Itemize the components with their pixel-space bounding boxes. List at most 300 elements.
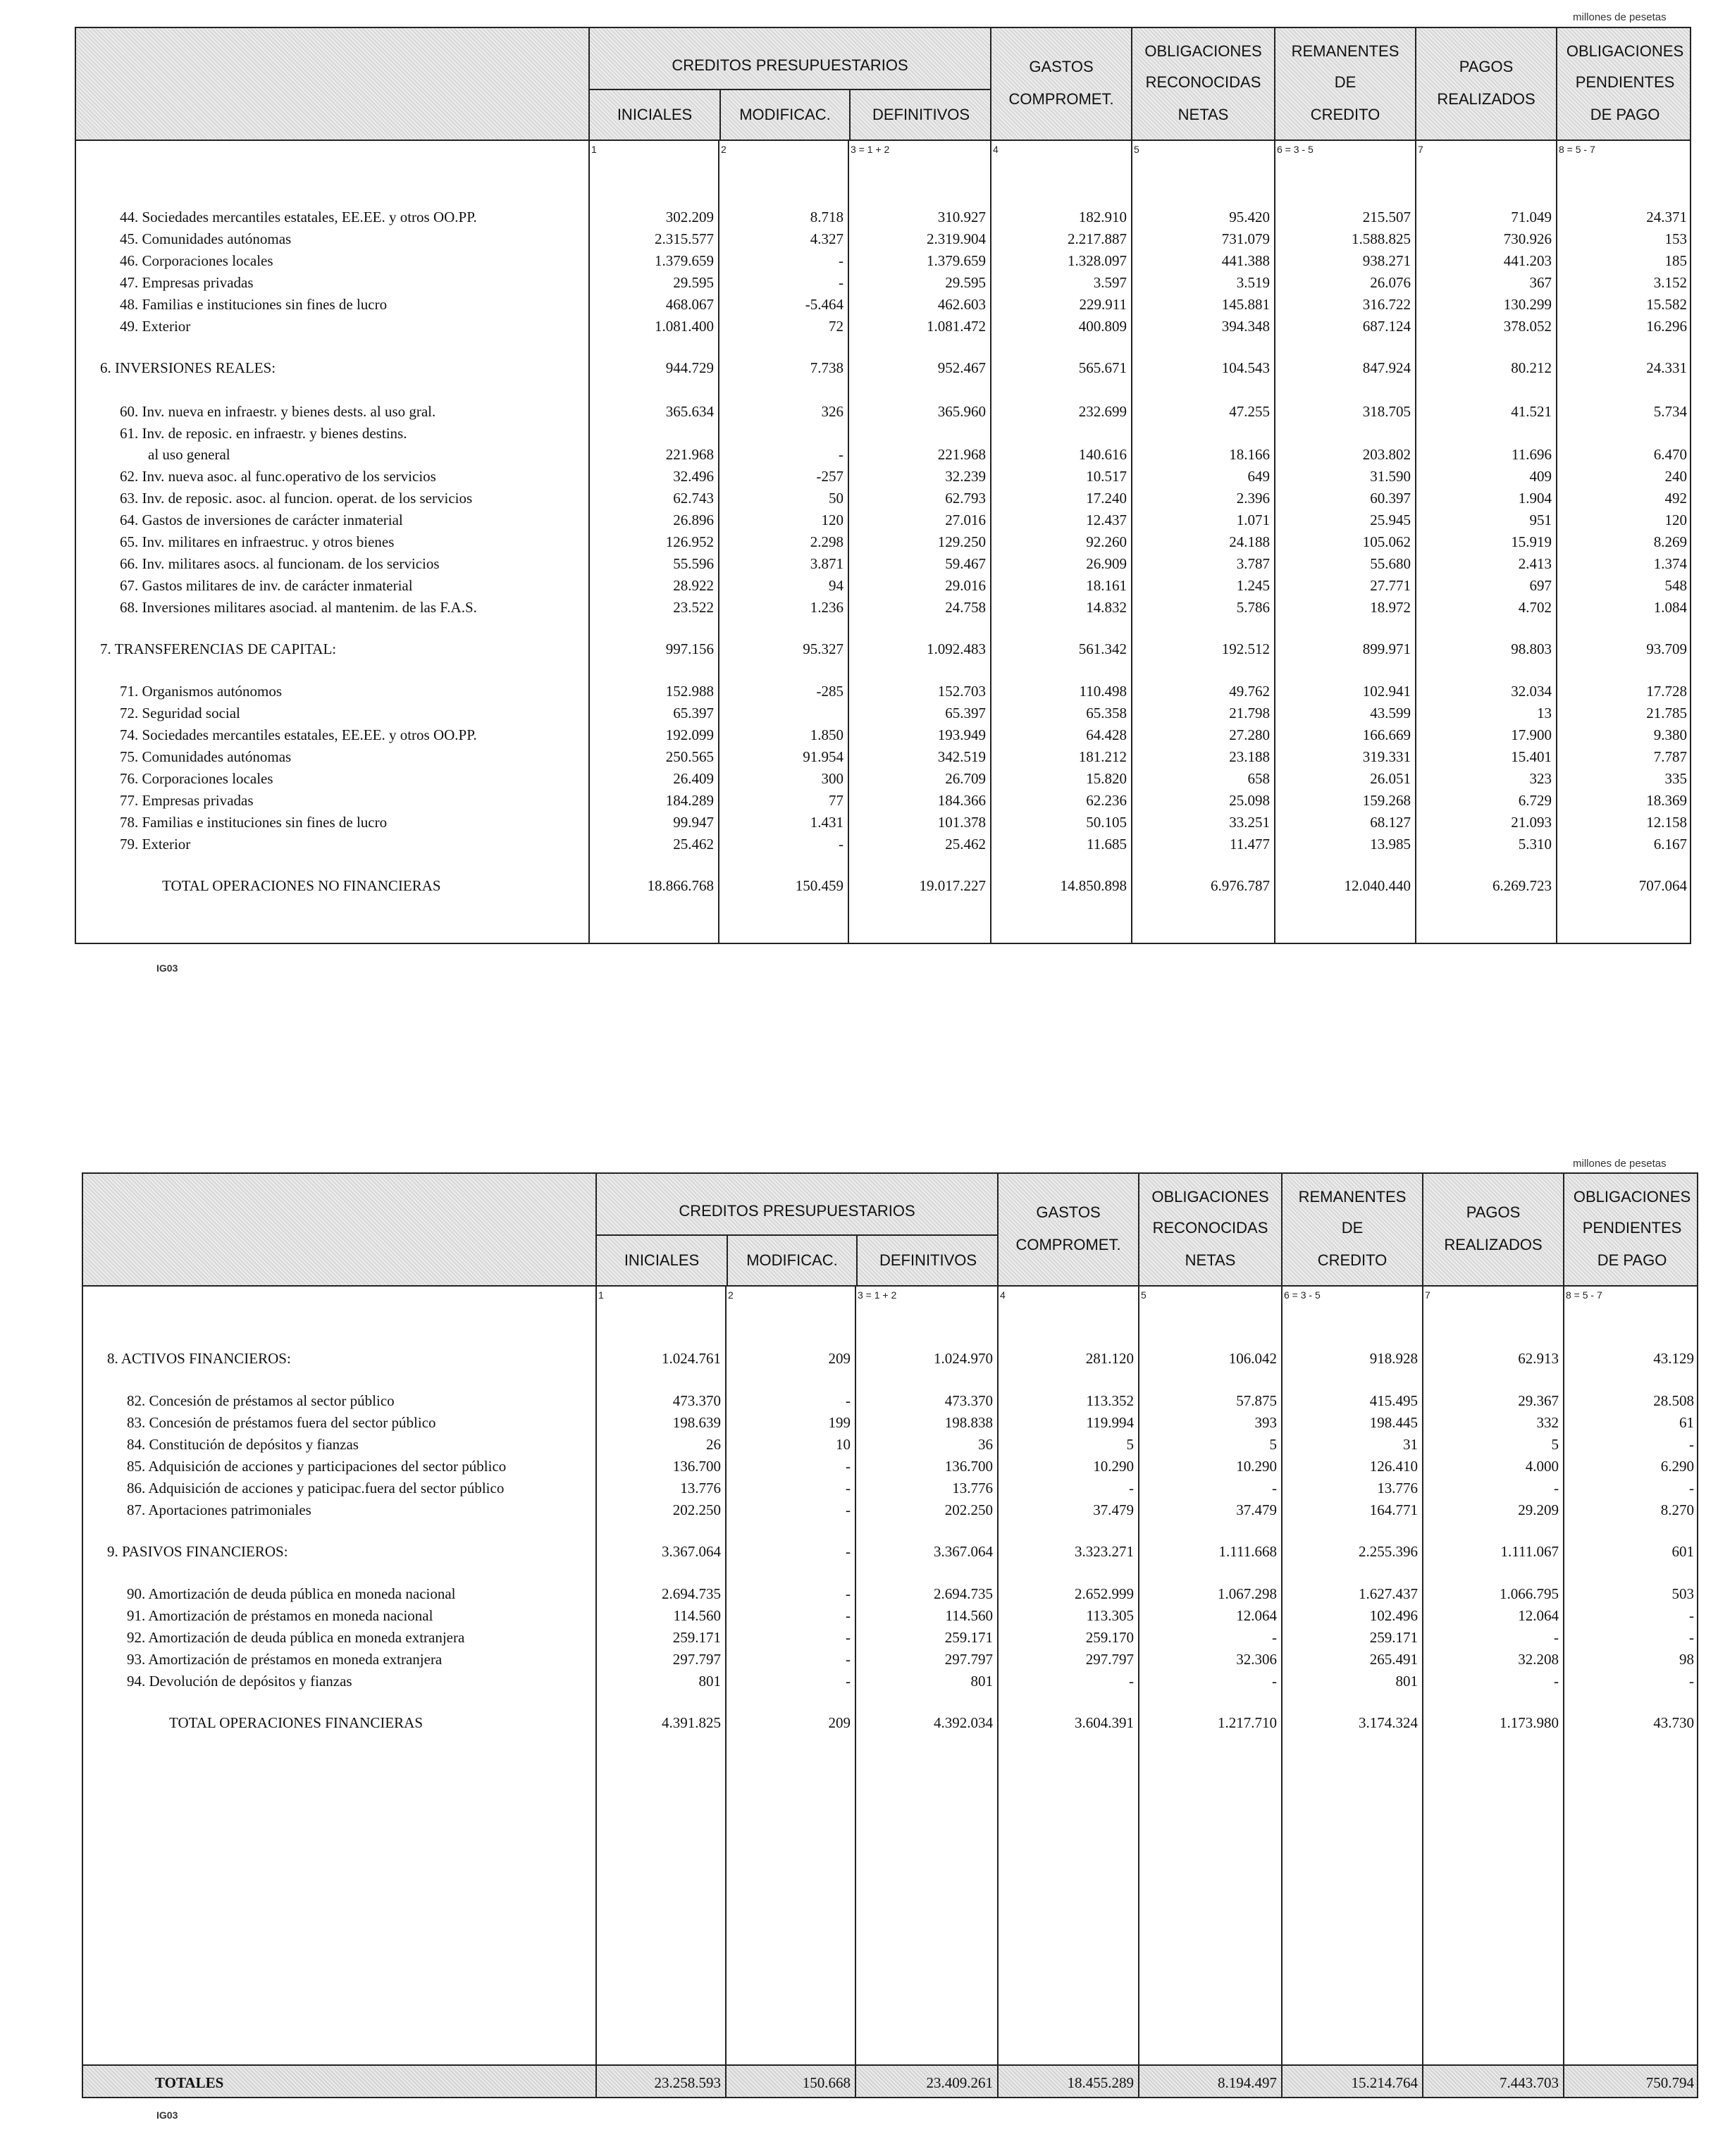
row-label: 76. Corporaciones locales xyxy=(120,770,273,787)
gastos-header-2 xyxy=(997,1174,1138,1285)
row-value: 25.945 xyxy=(1370,512,1411,528)
row-value: 26.409 xyxy=(673,770,714,787)
oblig-label-3: NETAS xyxy=(1178,106,1229,123)
pend-label-2: PENDIENTES xyxy=(1575,73,1675,91)
row-value: 18.161 xyxy=(1086,577,1127,594)
row-value: 6.269.723 xyxy=(1493,877,1552,894)
table-row xyxy=(83,1651,1697,1669)
row-label: 74. Sociedades mercantiles estatales, EE.EE. y otros OO.PP. xyxy=(120,726,477,743)
row-value: 3.597 xyxy=(1093,274,1127,291)
rem-label: REMANENTES xyxy=(1291,42,1399,60)
row-value: 50.105 xyxy=(1086,814,1127,831)
row-value: 26.051 xyxy=(1370,770,1411,787)
row-value: 3.604.391 xyxy=(1075,1714,1134,1731)
pend-label-b2: PENDIENTES xyxy=(1582,1219,1682,1237)
row-value: 731.079 xyxy=(1221,230,1270,247)
row-value: 6.976.787 xyxy=(1211,877,1270,894)
row-value: 3.519 xyxy=(1236,274,1270,291)
iniciales-header: INICIALES xyxy=(617,106,693,123)
row-value: 25.462 xyxy=(673,836,714,853)
row-label: 87. Aportaciones patrimoniales xyxy=(127,1501,311,1518)
table-row xyxy=(83,1436,1697,1454)
rem-label-b2: DE xyxy=(1341,1219,1364,1237)
row-value: 365.634 xyxy=(665,403,714,420)
row-value: 98.803 xyxy=(1511,640,1552,657)
row-value: 473.370 xyxy=(672,1392,721,1409)
totales-value: 150.668 xyxy=(802,2074,851,2091)
row-value: 1.627.437 xyxy=(1359,1585,1418,1602)
row-label: 79. Exterior xyxy=(120,836,191,853)
creditos-header-2 xyxy=(595,1174,997,1285)
row-value: 847.924 xyxy=(1362,359,1411,376)
table-row xyxy=(76,512,1690,530)
row-label: 86. Adquisición de acciones y paticipac.fuera del sector público xyxy=(127,1480,505,1497)
row-label: 64. Gastos de inversiones de carácter inmaterial xyxy=(120,512,403,528)
page-code: IG03 xyxy=(156,962,178,974)
pend-label: OBLIGACIONES xyxy=(1566,42,1684,60)
row-value: 26.076 xyxy=(1370,274,1411,291)
column-number: 4 xyxy=(993,144,999,155)
row-value: 1.374 xyxy=(1653,555,1687,572)
table-row xyxy=(83,1458,1697,1476)
row-value: 3.323.271 xyxy=(1075,1543,1134,1560)
row-value: 2.298 xyxy=(810,533,843,550)
row-value: 7.787 xyxy=(1653,748,1687,765)
table-row xyxy=(76,599,1690,617)
table-row xyxy=(83,1501,1697,1520)
row-value: 193.949 xyxy=(937,726,986,743)
row-value: 473.370 xyxy=(944,1392,993,1409)
gastos-label-2: COMPROMET. xyxy=(1008,90,1114,108)
row-value: 113.305 xyxy=(1086,1607,1134,1624)
row-label: 61. Inv. de reposic. en infraestr. y bienes destins. xyxy=(120,425,407,442)
row-value: 240 xyxy=(1664,468,1687,485)
row-value: 37.479 xyxy=(1236,1501,1277,1518)
row-value: 110.498 xyxy=(1079,683,1127,700)
row-value: 29.209 xyxy=(1518,1501,1559,1518)
row-value: 181.212 xyxy=(1078,748,1127,765)
row-label: 46. Corporaciones locales xyxy=(120,252,273,269)
row-value: 1.081.400 xyxy=(655,318,714,335)
row-label: 66. Inv. militares asocs. al funcionam. de los servicios xyxy=(120,555,440,572)
row-value: 10.517 xyxy=(1086,468,1127,485)
row-value: 71.049 xyxy=(1511,209,1552,225)
row-value: - xyxy=(1554,1480,1559,1497)
totales-value: 18.455.289 xyxy=(1067,2074,1134,2091)
pendientes-header-2 xyxy=(1563,1174,1700,1285)
row-value: 250.565 xyxy=(665,748,714,765)
row-value: 367 xyxy=(1529,274,1552,291)
row-value: 62.793 xyxy=(945,490,986,507)
rem-label-2: DE xyxy=(1334,73,1357,91)
row-value: - xyxy=(1554,1629,1559,1646)
row-value: 27.771 xyxy=(1370,577,1411,594)
row-value: 468.067 xyxy=(665,296,714,313)
row-value: 1.067.298 xyxy=(1218,1585,1277,1602)
row-value: 394.348 xyxy=(1221,318,1270,335)
row-label: TOTAL OPERACIONES NO FINANCIERAS xyxy=(162,877,441,894)
row-value: 198.639 xyxy=(672,1414,721,1431)
row-value: 5 xyxy=(1126,1436,1134,1453)
row-value: 27.016 xyxy=(945,512,986,528)
totales-value: 750.794 xyxy=(1645,2074,1694,2091)
row-value: 10.290 xyxy=(1093,1458,1134,1475)
pagos-label: PAGOS xyxy=(1459,58,1514,75)
row-value: 1.024.970 xyxy=(934,1350,993,1367)
row-label: 75. Comunidades autónomas xyxy=(120,748,292,765)
gastos-label-b: GASTOS xyxy=(1036,1203,1101,1221)
row-value: 12.437 xyxy=(1086,512,1127,528)
creditos-label-2: CREDITOS PRESUPUESTARIOS xyxy=(679,1202,915,1220)
column-number: 1 xyxy=(591,144,597,155)
row-value: 77 xyxy=(829,792,843,809)
row-value: 944.729 xyxy=(665,359,714,376)
row-value: 153 xyxy=(1664,230,1687,247)
row-value: 198.445 xyxy=(1369,1414,1418,1431)
row-value: 2.396 xyxy=(1236,490,1270,507)
row-value: 1.024.761 xyxy=(662,1350,721,1367)
row-value: 152.703 xyxy=(937,683,986,700)
row-value: 1.111.067 xyxy=(1500,1543,1559,1560)
row-value: 1.379.659 xyxy=(927,252,986,269)
row-value: - xyxy=(1129,1480,1134,1497)
table-row xyxy=(83,1392,1697,1411)
row-value: 130.299 xyxy=(1503,296,1552,313)
table-row xyxy=(83,1350,1697,1368)
row-value: 4.000 xyxy=(1525,1458,1559,1475)
table-row xyxy=(83,1673,1697,1691)
row-value: - xyxy=(1129,1673,1134,1690)
row-value: 5 xyxy=(1269,1436,1277,1453)
column-number: 3 = 1 + 2 xyxy=(858,1289,897,1301)
row-value: 113.352 xyxy=(1086,1392,1134,1409)
row-value: 24.331 xyxy=(1646,359,1687,376)
row-value: 1.084 xyxy=(1653,599,1687,616)
row-value: - xyxy=(839,836,843,853)
row-value: - xyxy=(846,1607,851,1624)
table-row xyxy=(76,555,1690,574)
column-number: 8 = 5 - 7 xyxy=(1559,144,1595,155)
table-row xyxy=(76,296,1690,314)
column-number: 2 xyxy=(728,1289,734,1301)
row-value: 28.508 xyxy=(1653,1392,1694,1409)
table-row xyxy=(83,1629,1697,1647)
row-value: 17.728 xyxy=(1646,683,1687,700)
row-value: 57.875 xyxy=(1236,1392,1277,1409)
totales-value: 15.214.764 xyxy=(1351,2074,1418,2091)
row-value: 50 xyxy=(829,490,843,507)
row-label: 84. Constitución de depósitos y fianzas xyxy=(127,1436,359,1453)
row-value: 152.988 xyxy=(665,683,714,700)
row-value: 801 xyxy=(970,1673,993,1690)
row-value: 95.420 xyxy=(1229,209,1270,225)
row-value: 319.331 xyxy=(1362,748,1411,765)
row-value: 951 xyxy=(1529,512,1552,528)
row-value: 119.994 xyxy=(1086,1414,1134,1431)
row-value: 9.380 xyxy=(1653,726,1687,743)
row-value: 23.522 xyxy=(673,599,714,616)
budget-table-1 xyxy=(75,27,1691,944)
row-value: 60.397 xyxy=(1370,490,1411,507)
totales-value: 23.258.593 xyxy=(654,2074,721,2091)
table-row xyxy=(76,230,1690,249)
row-value: 18.972 xyxy=(1370,599,1411,616)
row-value: 10.290 xyxy=(1236,1458,1277,1475)
row-value: 3.174.324 xyxy=(1359,1714,1418,1731)
row-value: - xyxy=(846,1458,851,1475)
table-row xyxy=(76,640,1690,659)
row-value: 199 xyxy=(828,1414,851,1431)
column-number: 2 xyxy=(721,144,727,155)
totales-value: 23.409.261 xyxy=(926,2074,993,2091)
row-value: 21.798 xyxy=(1229,705,1270,721)
row-label: TOTAL OPERACIONES FINANCIERAS xyxy=(169,1714,424,1731)
table-row xyxy=(76,274,1690,292)
row-value: 65.397 xyxy=(945,705,986,721)
row-value: 332 xyxy=(1536,1414,1559,1431)
table-row xyxy=(76,209,1690,227)
row-value: 68.127 xyxy=(1370,814,1411,831)
row-value: 1.245 xyxy=(1236,577,1270,594)
row-value: 65.397 xyxy=(673,705,714,721)
row-value: 37.479 xyxy=(1093,1501,1134,1518)
row-label: 45. Comunidades autónomas xyxy=(120,230,292,247)
row-value: 2.652.999 xyxy=(1075,1585,1134,1602)
row-value: 102.496 xyxy=(1369,1607,1418,1624)
row-value: 548 xyxy=(1664,577,1687,594)
row-label: 6. INVERSIONES REALES: xyxy=(100,359,276,376)
row-label: 82. Concesión de préstamos al sector público xyxy=(127,1392,395,1409)
oblig-label-b2: RECONOCIDAS xyxy=(1152,1219,1268,1237)
row-value: 19.017.227 xyxy=(919,877,986,894)
row-value: 140.616 xyxy=(1078,446,1127,463)
row-value: 393 xyxy=(1254,1414,1277,1431)
row-value: 72 xyxy=(829,318,843,335)
row-value: 300 xyxy=(821,770,843,787)
row-value: 62.743 xyxy=(673,490,714,507)
row-value: 1.071 xyxy=(1236,512,1270,528)
table-header xyxy=(76,28,1690,141)
table-row xyxy=(76,252,1690,271)
row-value: 59.467 xyxy=(945,555,986,572)
row-value: 997.156 xyxy=(665,640,714,657)
row-value: 2.694.735 xyxy=(662,1585,721,1602)
row-value: 32.034 xyxy=(1511,683,1552,700)
row-value: 229.911 xyxy=(1079,296,1127,313)
row-value: 55.596 xyxy=(673,555,714,572)
column-number: 6 = 3 - 5 xyxy=(1284,1289,1321,1301)
obligaciones-header xyxy=(1131,28,1274,140)
oblig-label-b: OBLIGACIONES xyxy=(1151,1188,1269,1206)
table-row xyxy=(76,836,1690,854)
definitivos-header-2: DEFINITIVOS xyxy=(856,1236,999,1285)
row-value: 150.459 xyxy=(795,877,843,894)
row-value: 6.470 xyxy=(1653,446,1687,463)
column-number: 6 = 3 - 5 xyxy=(1277,144,1314,155)
row-label: 90. Amortización de deuda pública en moneda nacional xyxy=(127,1585,456,1602)
row-value: 114.560 xyxy=(673,1607,721,1624)
table-row xyxy=(83,1607,1697,1625)
row-value: 342.519 xyxy=(937,748,986,765)
row-value: 136.700 xyxy=(944,1458,993,1475)
row-value: 5.310 xyxy=(1518,836,1552,853)
row-value: 899.971 xyxy=(1362,640,1411,657)
row-value: - xyxy=(1689,1673,1694,1690)
table-row xyxy=(76,318,1690,336)
row-label: 83. Concesión de préstamos fuera del sector público xyxy=(127,1414,436,1431)
row-value: - xyxy=(846,1480,851,1497)
row-value: 801 xyxy=(698,1673,721,1690)
row-value: 29.367 xyxy=(1518,1392,1559,1409)
row-value: 129.250 xyxy=(937,533,986,550)
row-label: 71. Organismos autónomos xyxy=(120,683,283,700)
pend-label-b3: DE PAGO xyxy=(1597,1251,1667,1269)
row-value: 106.042 xyxy=(1228,1350,1277,1367)
row-value: 1.431 xyxy=(810,814,843,831)
row-value: 2.694.735 xyxy=(934,1585,993,1602)
row-value: 49.762 xyxy=(1229,683,1270,700)
row-value: 221.968 xyxy=(665,446,714,463)
row-value: 281.120 xyxy=(1085,1350,1134,1367)
table-row xyxy=(76,705,1690,723)
table-row xyxy=(76,792,1690,810)
row-label: 85. Adquisición de acciones y participaciones del sector público xyxy=(127,1458,507,1475)
table-header-2 xyxy=(83,1174,1697,1287)
row-value: 221.968 xyxy=(937,446,986,463)
row-value: 120 xyxy=(1664,512,1687,528)
row-value: 297.797 xyxy=(1085,1651,1134,1668)
row-value: 378.052 xyxy=(1503,318,1552,335)
row-value: 202.250 xyxy=(672,1501,721,1518)
rem-label-b: REMANENTES xyxy=(1298,1188,1407,1206)
row-value: 202.250 xyxy=(944,1501,993,1518)
row-value: 15.919 xyxy=(1511,533,1552,550)
column-number: 7 xyxy=(1425,1289,1430,1301)
gastos-header xyxy=(990,28,1131,140)
row-value: 4.392.034 xyxy=(934,1714,993,1731)
row-value: - xyxy=(1554,1673,1559,1690)
creditos-label: CREDITOS PRESUPUESTARIOS xyxy=(672,56,908,74)
table-row xyxy=(76,814,1690,832)
row-label: 9. PASIVOS FINANCIEROS: xyxy=(107,1543,288,1560)
oblig-label: OBLIGACIONES xyxy=(1144,42,1262,60)
table-row xyxy=(76,770,1690,788)
column-number: 8 = 5 - 7 xyxy=(1566,1289,1602,1301)
row-value: - xyxy=(1689,1629,1694,1646)
row-value: 32.239 xyxy=(945,468,986,485)
row-value: 18.369 xyxy=(1646,792,1687,809)
row-value: 10 xyxy=(836,1436,851,1453)
row-value: 29.016 xyxy=(945,577,986,594)
row-value: - xyxy=(846,1651,851,1668)
row-value: 318.705 xyxy=(1362,403,1411,420)
definitivos-header: DEFINITIVOS xyxy=(849,90,991,140)
row-value: 1.092.483 xyxy=(927,640,986,657)
table-row xyxy=(83,1543,1697,1561)
creditos-header xyxy=(588,28,990,140)
column-number: 3 = 1 + 2 xyxy=(851,144,890,155)
table-row xyxy=(76,468,1690,486)
row-value: 47.255 xyxy=(1229,403,1270,420)
row-value: 41.521 xyxy=(1511,403,1552,420)
row-value: 1.236 xyxy=(810,599,843,616)
row-label: 93. Amortización de préstamos en moneda extranjera xyxy=(127,1651,443,1668)
row-value: 8.269 xyxy=(1653,533,1687,550)
row-value: 938.271 xyxy=(1362,252,1411,269)
row-value: 15.401 xyxy=(1511,748,1552,765)
row-value: 259.170 xyxy=(1085,1629,1134,1646)
row-value: 136.700 xyxy=(672,1458,721,1475)
row-value: 164.771 xyxy=(1369,1501,1418,1518)
row-value: 120 xyxy=(821,512,843,528)
row-value: 43.730 xyxy=(1653,1714,1694,1731)
rem-label-3: CREDITO xyxy=(1310,106,1380,123)
row-label: 68. Inversiones militares asociad. al mantenim. de las F.A.S. xyxy=(120,599,477,616)
row-value: 658 xyxy=(1247,770,1270,787)
row-value: 265.491 xyxy=(1369,1651,1418,1668)
row-value: 259.171 xyxy=(672,1629,721,1646)
row-value: 21.093 xyxy=(1511,814,1552,831)
row-value: 145.881 xyxy=(1221,296,1270,313)
row-value: - xyxy=(839,252,843,269)
row-value: - xyxy=(1272,1673,1277,1690)
row-value: 43.599 xyxy=(1370,705,1411,721)
row-value: 8.718 xyxy=(810,209,843,225)
row-value: 159.268 xyxy=(1362,792,1411,809)
table-row xyxy=(76,683,1690,701)
row-value: 13.776 xyxy=(680,1480,721,1497)
row-value: 33.251 xyxy=(1229,814,1270,831)
row-value: 316.722 xyxy=(1362,296,1411,313)
row-value: 4.702 xyxy=(1518,599,1552,616)
row-value: 31.590 xyxy=(1370,468,1411,485)
row-value: 13.776 xyxy=(1377,1480,1418,1497)
row-label: 67. Gastos militares de inv. de carácter inmaterial xyxy=(120,577,413,594)
row-value: 441.388 xyxy=(1221,252,1270,269)
row-value: 3.367.064 xyxy=(934,1543,993,1560)
row-value: 23.188 xyxy=(1229,748,1270,765)
row-label: 48. Familias e instituciones sin fines de lucro xyxy=(120,296,388,313)
row-value: 13.985 xyxy=(1370,836,1411,853)
row-value: - xyxy=(1689,1607,1694,1624)
totales-row xyxy=(83,2074,1697,2093)
row-value: 102.941 xyxy=(1362,683,1411,700)
row-value: 29.595 xyxy=(673,274,714,291)
row-value: 203.802 xyxy=(1362,446,1411,463)
row-value: 126.952 xyxy=(665,533,714,550)
row-value: 11.685 xyxy=(1087,836,1127,853)
row-value: 310.927 xyxy=(937,209,986,225)
unit-label: millones de pesetas xyxy=(1573,11,1667,23)
row-value: 101.378 xyxy=(937,814,986,831)
row-value: 503 xyxy=(1671,1585,1694,1602)
row-value: 6.290 xyxy=(1660,1458,1694,1475)
row-value: 1.850 xyxy=(810,726,843,743)
gastos-label: GASTOS xyxy=(1029,58,1094,75)
row-value: 25.462 xyxy=(945,836,986,853)
row-value: 2.413 xyxy=(1518,555,1552,572)
row-value: 409 xyxy=(1529,468,1552,485)
row-value: 6.167 xyxy=(1653,836,1687,853)
row-label: 65. Inv. militares en infraestruc. y otros bienes xyxy=(120,533,395,550)
row-value: 5 xyxy=(1551,1436,1559,1453)
column-number: 5 xyxy=(1134,144,1139,155)
row-value: 91.954 xyxy=(803,748,843,765)
row-value: 185 xyxy=(1664,252,1687,269)
row-value: 27.280 xyxy=(1229,726,1270,743)
row-value: 16.296 xyxy=(1646,318,1687,335)
row-value: - xyxy=(846,1501,851,1518)
